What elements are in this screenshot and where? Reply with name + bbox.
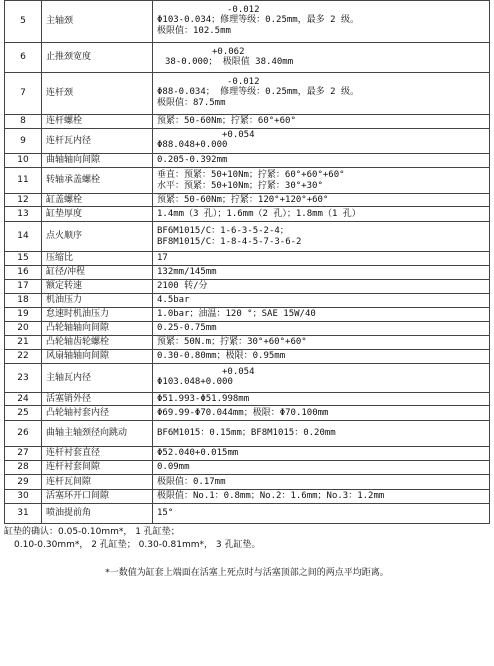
spec-row: [5, 336, 490, 350]
value-line: 38-0.000； 极限值 38.40mm: [165, 56, 294, 67]
item-name: 怠速时机油压力: [42, 308, 153, 322]
value-line: Φ88.048+0.000: [157, 140, 228, 150]
value-line: 极限值：102.5mm: [157, 26, 231, 36]
value-line: 4.5bar: [157, 295, 190, 305]
item-name: 连杆瓦间隙: [42, 475, 153, 490]
spec-row: [5, 73, 490, 115]
value-line: 15°: [157, 508, 174, 518]
gasket-note-line-2: 0.10-0.30mm*， 2 孔缸垫； 0.30-0.81mm*， 3 孔缸垫。: [14, 540, 261, 550]
item-name: 主轴颈: [42, 1, 153, 43]
spec-row: [5, 447, 490, 461]
tolerance-upper: -0.012: [227, 77, 260, 87]
item-value: [153, 308, 490, 322]
item-value: [153, 280, 490, 294]
item-name: 机油压力: [42, 294, 153, 308]
item-value: [153, 364, 490, 393]
item-value: [153, 266, 490, 280]
spec-row: [5, 207, 490, 222]
spec-row: [5, 115, 490, 129]
item-name: 喷油提前角: [42, 504, 153, 524]
value-line: 垂直：预紧：50+10Nm；拧紧：60°+60°+60°: [157, 169, 345, 180]
item-value: [153, 322, 490, 336]
item-name: 连杆衬套直径: [42, 447, 153, 461]
item-value: [153, 447, 490, 461]
value-line: 1.0bar；油温：120 °；SAE 15W/40: [157, 309, 316, 319]
row-number: 31: [5, 504, 42, 524]
item-value: [153, 129, 490, 154]
row-number: 9: [5, 129, 42, 154]
value-line: Φ52.040+0.015mm: [157, 448, 239, 458]
item-name: 凸轮轴衬套内径: [42, 406, 153, 421]
row-number: 20: [5, 322, 42, 336]
value-line: 极限值：0.17mm: [157, 476, 226, 487]
spec-row: [5, 168, 490, 194]
spec-row: [5, 129, 490, 154]
spec-row: [5, 154, 490, 168]
row-number: 29: [5, 475, 42, 490]
item-value: [153, 294, 490, 308]
item-value: [153, 73, 490, 115]
item-value: [153, 43, 490, 73]
item-name: 连杆颈: [42, 73, 153, 115]
item-value: [153, 115, 490, 129]
value-line: Φ103-0.034；修理等级：0.25mm，最多 2 级。: [157, 15, 359, 25]
value-line: 1.4mm（3 孔）；1.6mm（2 孔）；1.8mm（1 孔）: [157, 208, 361, 219]
item-name: 活塞销外径: [42, 393, 153, 406]
item-value: [153, 222, 490, 252]
item-value: [153, 336, 490, 350]
row-number: 5: [5, 1, 42, 43]
row-number: 18: [5, 294, 42, 308]
value-line: 预紧：50-60Nm；拧紧：120°+120°+60°: [157, 194, 329, 205]
spec-row: [5, 222, 490, 252]
item-name: 缸垫厚度: [42, 207, 153, 222]
item-name: 风扇轴轴向间隙: [42, 350, 153, 364]
gasket-note-line-1: 缸垫的确认：0.05-0.10mm*， 1 孔缸垫；: [4, 527, 180, 537]
item-name: 转轴承盖螺栓: [42, 168, 153, 194]
item-name: 缸径/冲程: [42, 266, 153, 280]
value-line: BF6M1015/C：1-6-3-5-2-4；: [157, 225, 289, 236]
item-value: [153, 475, 490, 490]
item-value: [153, 1, 490, 43]
spec-row: [5, 266, 490, 280]
value-line: 预紧：50-60Nm；拧紧：60°+60°: [157, 116, 296, 126]
spec-row: [5, 421, 490, 447]
item-value: [153, 154, 490, 168]
value-line: 极限值：87.5mm: [157, 98, 226, 108]
row-number: 19: [5, 308, 42, 322]
spec-row: [5, 280, 490, 294]
item-value: [153, 252, 490, 266]
row-number: 16: [5, 266, 42, 280]
row-number: 27: [5, 447, 42, 461]
spec-row: [5, 350, 490, 364]
row-number: 10: [5, 154, 42, 168]
value-line: 极限值：No.1：0.8mm；No.2：1.6mm；No.3：1.2mm: [157, 491, 385, 501]
value-line: BF8M1015/C：1-8-4-5-7-3-6-2: [157, 236, 302, 247]
item-value: [153, 406, 490, 421]
gasket-notes: [4, 526, 490, 552]
row-number: 21: [5, 336, 42, 350]
row-number: 13: [5, 207, 42, 222]
spec-row: [5, 490, 490, 504]
item-name: 凸轮轴齿轮螺栓: [42, 336, 153, 350]
spec-row: [5, 406, 490, 421]
row-number: 22: [5, 350, 42, 364]
value-line: Φ69.99-Φ70.044mm；极限：Φ70.100mm: [157, 407, 329, 418]
item-name: 连杆螺栓: [42, 115, 153, 129]
item-name: 连杆瓦内径: [42, 129, 153, 154]
item-value: [153, 168, 490, 194]
item-value: [153, 393, 490, 406]
item-name: 活塞环开口间隙: [42, 490, 153, 504]
tolerance-upper: -0.012: [227, 5, 260, 15]
value-line: 0.09mm: [157, 462, 190, 472]
value-line: 17: [157, 253, 168, 263]
item-value: [153, 207, 490, 222]
spec-row: [5, 308, 490, 322]
item-name: 凸轮轴轴向间隙: [42, 322, 153, 336]
row-number: 30: [5, 490, 42, 504]
row-number: 14: [5, 222, 42, 252]
row-number: 26: [5, 421, 42, 447]
row-number: 23: [5, 364, 42, 393]
value-line: 132mm/145mm: [157, 267, 217, 277]
item-value: [153, 504, 490, 524]
spec-row: [5, 475, 490, 490]
row-number: 17: [5, 280, 42, 294]
footnote: *一数值为缸套上端面在活塞上死点时与活塞顶部之间的两点平均距离。: [105, 568, 389, 578]
value-line: 0.30-0.80mm；极限：0.95mm: [157, 351, 286, 361]
value-line: 0.25-0.75mm: [157, 323, 217, 333]
item-value: [153, 194, 490, 207]
row-number: 28: [5, 461, 42, 475]
spec-row: [5, 1, 490, 43]
row-number: 6: [5, 43, 42, 73]
row-number: 12: [5, 194, 42, 207]
item-value: [153, 490, 490, 504]
item-name: 曲轴主轴颈径向跳动: [42, 421, 153, 447]
row-number: 7: [5, 73, 42, 115]
spec-row: [5, 364, 490, 393]
value-line: 预紧：50N.m；拧紧：30°+60°+60°: [157, 337, 307, 347]
item-name: 缸盖螺栓: [42, 194, 153, 207]
spec-row: [5, 194, 490, 207]
spec-table-body: [5, 1, 490, 524]
value-line: Φ51.993-Φ51.998mm: [157, 393, 250, 404]
row-number: 11: [5, 168, 42, 194]
spec-row: [5, 504, 490, 524]
tolerance-upper: +0.054: [222, 130, 255, 140]
spec-table: [4, 0, 490, 524]
value-line: 2100 转/分: [157, 281, 208, 291]
value-line: 水平：预紧：50+10Nm；拧紧：30°+30°: [157, 180, 323, 191]
tolerance-upper: +0.054: [222, 367, 255, 377]
spec-row: [5, 322, 490, 336]
item-value: [153, 421, 490, 447]
row-number: 25: [5, 406, 42, 421]
item-name: 曲轴轴向间隙: [42, 154, 153, 168]
item-name: 止推颈宽度: [42, 43, 153, 73]
tolerance-upper: +0.062: [212, 46, 245, 57]
item-name: 点火顺序: [42, 222, 153, 252]
value-line: Φ103.048+0.000: [157, 377, 233, 387]
item-name: 连杆衬套间隙: [42, 461, 153, 475]
row-number: 24: [5, 393, 42, 406]
item-value: [153, 350, 490, 364]
value-line: BF6M1015：0.15mm；BF8M1015：0.20mm: [157, 428, 336, 438]
spec-row: [5, 294, 490, 308]
row-number: 15: [5, 252, 42, 266]
item-name: 压缩比: [42, 252, 153, 266]
spec-row: [5, 252, 490, 266]
row-number: 8: [5, 115, 42, 129]
item-name: 额定转速: [42, 280, 153, 294]
spec-row: [5, 461, 490, 475]
spec-row: [5, 43, 490, 73]
value-line: Φ88-0.034； 修理等级：0.25mm，最多 2 级。: [157, 87, 359, 97]
spec-row: [5, 393, 490, 406]
value-line: 0.205-0.392mm: [157, 155, 228, 165]
spec-sheet: [4, 0, 490, 580]
item-value: [153, 461, 490, 475]
item-name: 主轴瓦内径: [42, 364, 153, 393]
